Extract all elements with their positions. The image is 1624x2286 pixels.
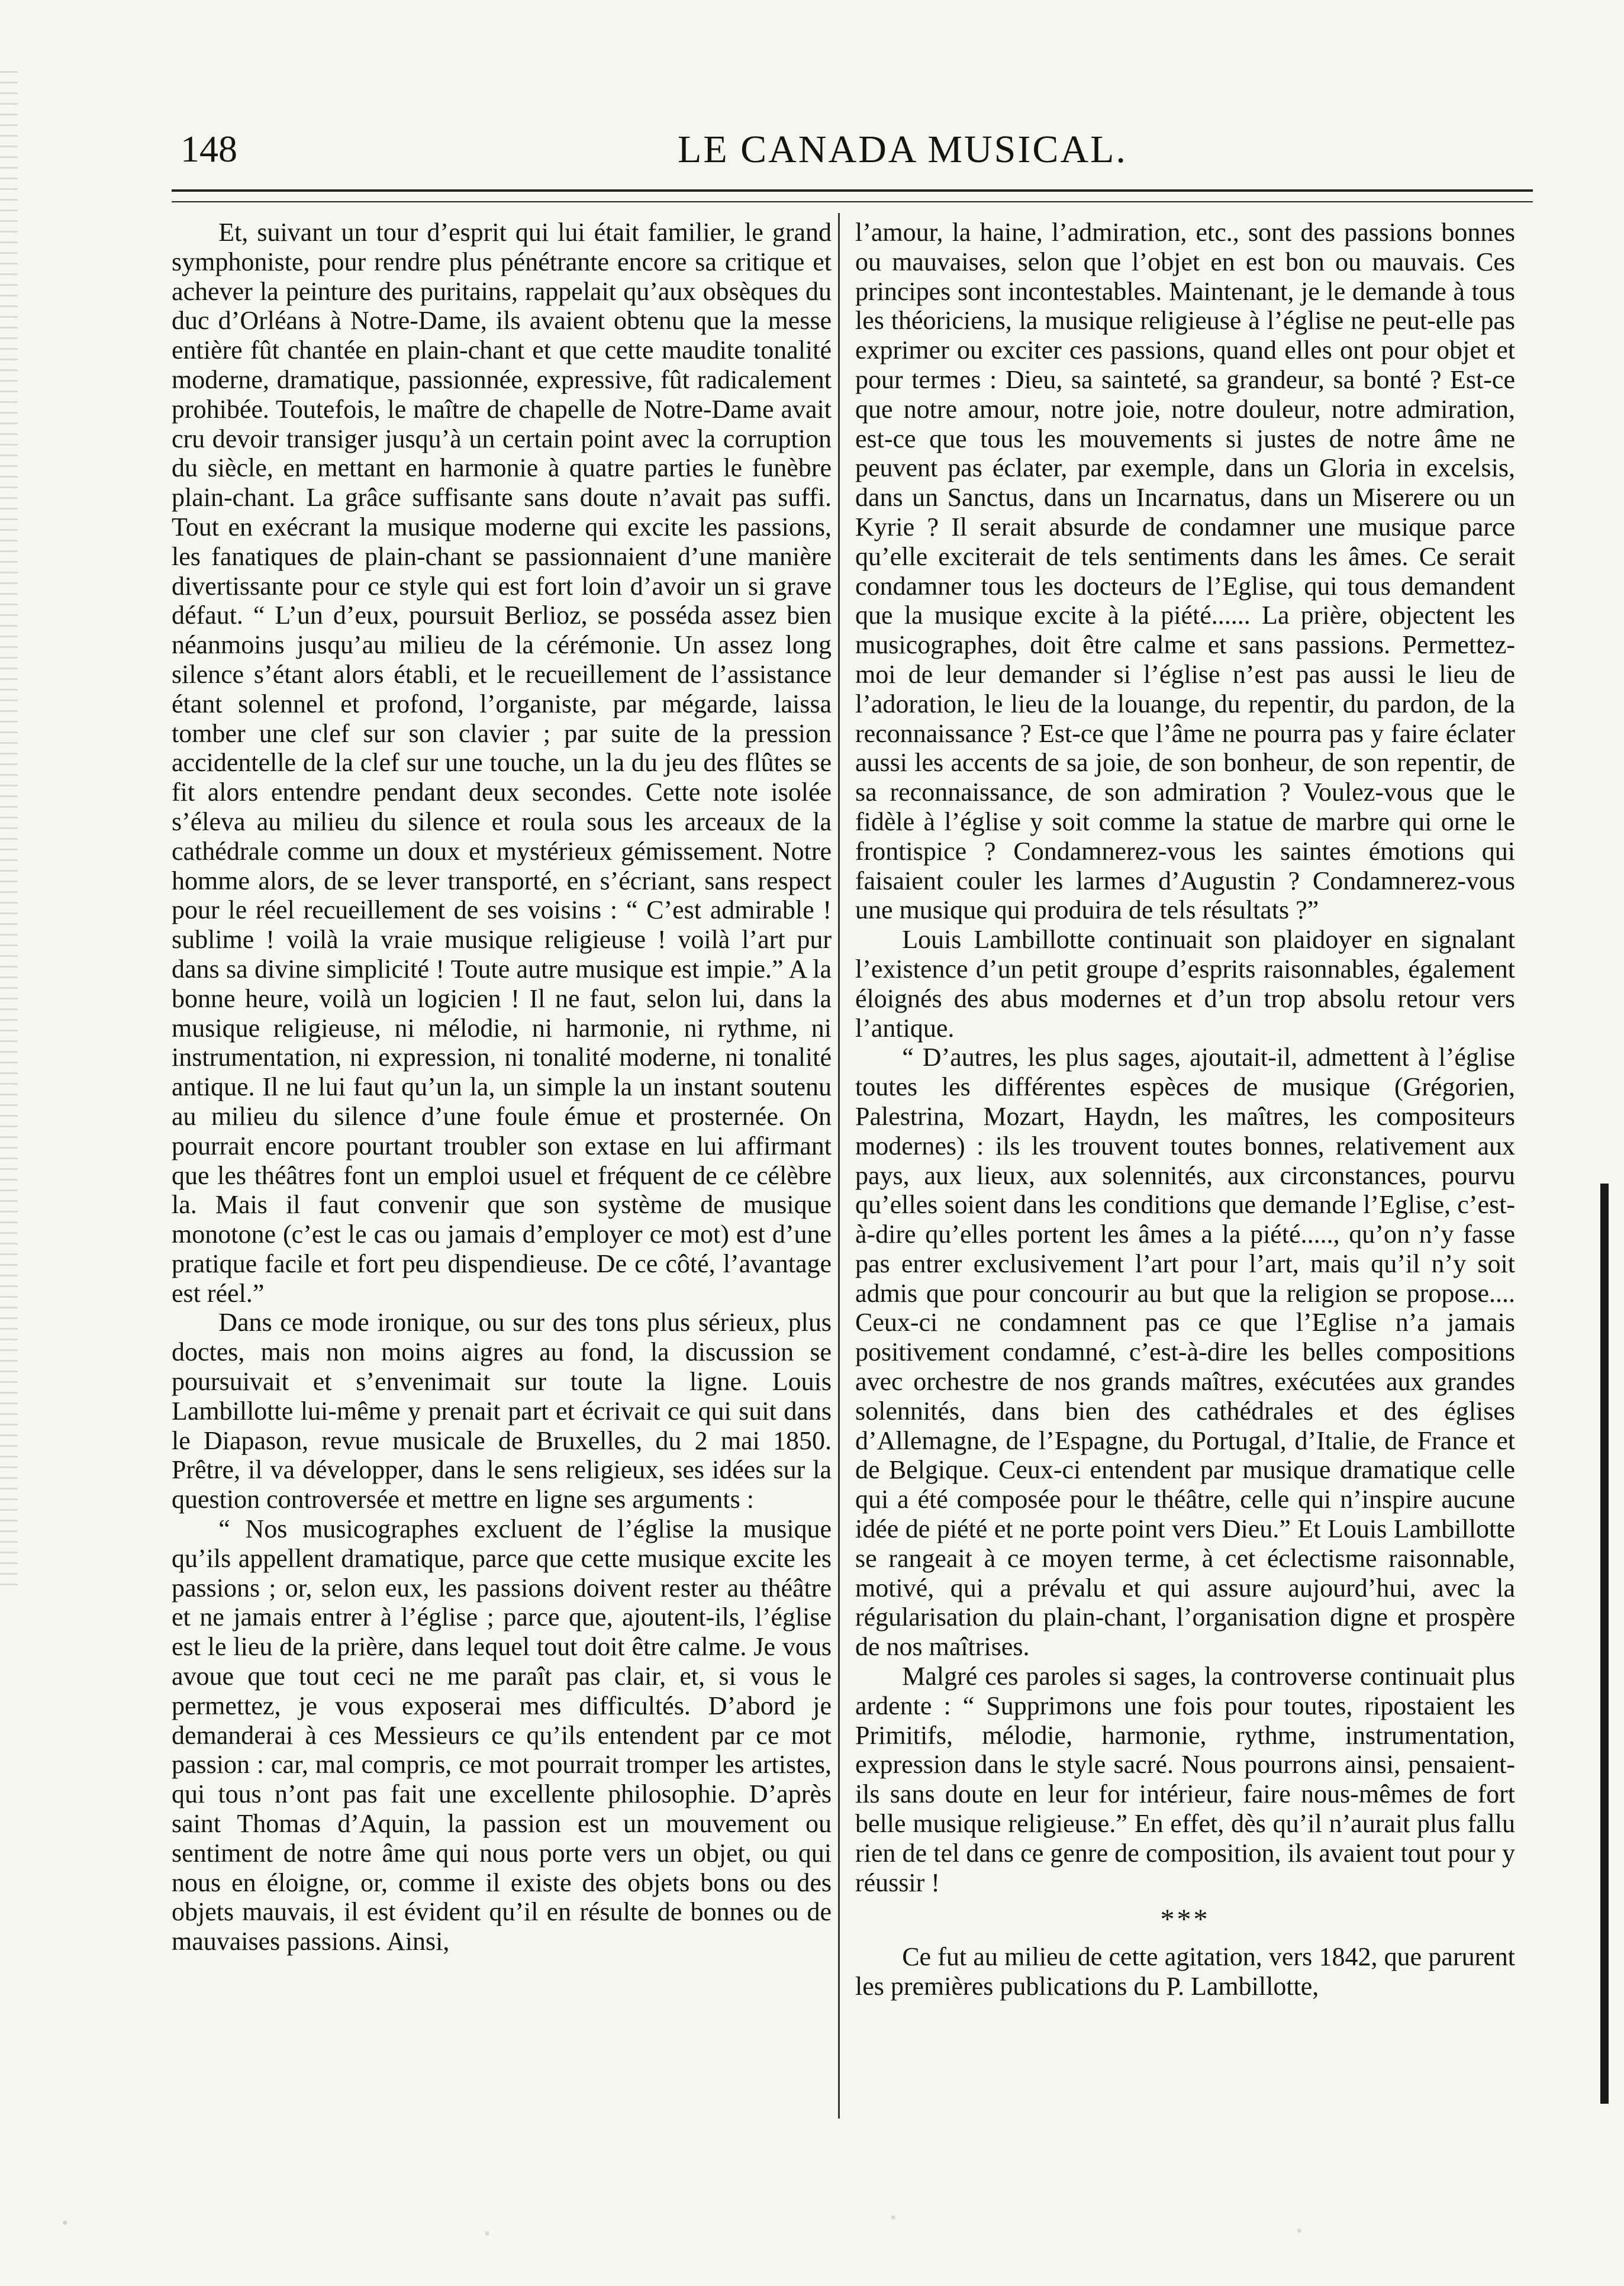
- left-column: [172, 218, 832, 1956]
- page-header: [172, 127, 1533, 183]
- page-number: 148: [181, 128, 237, 170]
- paragraph: Dans ce mode ironique, ou sur des tons plus sérieux, plus doctes, mais non moins aigres au fond, la discussion se poursuivait et s’envenimait sur toute la ligne. Louis Lambillotte lui-même y prenait part et écrivait ce qui suit dans le Diapason, revue musicale de Bruxelles, du 2 mai 1850. Prêtre, il va développer, dans le sens religieux, ses idées sur la question controversée et mettre en ligne ses arguments :: [172, 1308, 832, 1514]
- scan-edge-mark: [1600, 1184, 1609, 2104]
- paragraph: Et, suivant un tour d’esprit qui lui était familier, le grand symphoniste, pour rendre plus pénétrante encore sa critique et achever la peinture des puritains, rappelait qu’aux obsèques du duc d’Orléans à Notre-Dame, ils avaient obtenu que la messe entière fût chantée en plain-chant et que cette maudite tonalité moderne, dramatique, passionnée, expressive, fût radicalement prohibée. Toutefois, le maître de chapelle de Notre-Dame avait cru devoir transiger jusqu’à un certain point avec la corruption du siècle, en mettant en harmonie à quatre parties le funèbre plain-chant. La grâce suffisante sans doute n’avait pas suffi. Tout en exécrant la musique moderne qui excite les passions, les fanatiques de plain-chant se passionnaient d’une manière divertissante pour ce style qui est fort loin d’avoir un si grave défaut. “ L’un d’eux, poursuit Berlioz, se posséda assez bien néanmoins jusqu’au milieu de la cérémonie. Un assez long silence s’étant alors établi, et le recueillement de l’assistance étant solennel et profond, l’organiste, par mégarde, laissa tomber une clef sur son clavier ; par suite de la pression accidentelle de la clef sur une touche, un la du jeu des flûtes se fit alors entendre pendant deux secondes. Cette note isolée s’éleva au milieu du silence et roula sous les arceaux de la cathédrale comme un doux et mystérieux gémissement. Notre homme alors, de se lever transporté, en s’écriant, sans respect pour le réel recueillement de ses voisins : “ C’est admirable ! sublime ! voilà la vraie musique religieuse ! voilà l’art pur dans sa divine simplicité ! Toute autre musique est impie.” A la bonne heure, voilà un logicien ! Il ne faut, selon lui, dans la musique religieuse, ni mélodie, ni harmonie, ni rythme, ni instrumentation, ni expression, ni tonalité moderne, ni tonalité antique. Il ne lui faut qu’un la, un simple la un instant soutenu au milieu du silence d’une foule émue et prosternée. On pourrait encore pourtant troubler son extase en lui affirmant que les théâtres font un emploi usuel et fréquent de ce célèbre la. Mais il faut convenir que son système de musique monotone (c’est le cas ou jamais d’employer ce mot) est d’une pratique facile et fort peu dispendieuse. De ce côté, l’avantage est réel.”: [172, 218, 832, 1308]
- paragraph: Ce fut au milieu de cette agitation, vers 1842, que parurent les premières publications du P. Lambillotte,: [855, 1942, 1515, 2001]
- scan-margin-noise: [0, 71, 18, 1586]
- running-title: LE CANADA MUSICAL.: [678, 128, 1127, 171]
- paragraph: Louis Lambillotte continuait son plaidoyer en signalant l’existence d’un petit groupe d’esprits raisonnables, également éloignés des abus modernes et d’un trop absolu retour vers l’antique.: [855, 925, 1515, 1043]
- column-divider: [838, 213, 840, 2119]
- paragraph: “ Nos musicographes excluent de l’église la musique qu’ils appellent dramatique, parce que cette musique excite les passions ; or, selon eux, les passions doivent rester au théâtre et ne jamais entrer à l’église ; parce que, ajoutent-ils, l’église est le lieu de la prière, dans lequel tout doit être calme. Je vous avoue que tout ceci ne me paraît pas clair, et, si vous le permettez, je vous exposerai mes difficultés. D’abord je demanderai à ces Messieurs ce qu’ils entendent par ce mot passion : car, mal compris, ce mot pourrait tromper les artistes, qui tous n’ont pas fait une excellente philosophie. D’après saint Thomas d’Aquin, la passion est un mouvement ou sentiment de notre âme qui nous porte vers un objet, ou qui nous en éloigne, or, comme il existe des objets bons ou des objets mauvais, il est évident qu’il en résulte de bonnes ou de mauvaises passions. Ainsi,: [172, 1514, 832, 1956]
- asterism-divider: ***: [1160, 1904, 1210, 1936]
- paragraph: Malgré ces paroles si sages, la controverse continuait plus ardente : “ Supprimons une fois pour toutes, ripostaient les Primitifs, mélodie, harmonie, rythme, instrumentation, expression dans le style sacré. Nous pourrons ainsi, pensaient-ils sans doute en leur for intérieur, faire nous-mêmes de fort belle musique religieuse.” En effet, dès qu’il n’aurait plus fallu rien de tel dans ce genre de composition, ils avaient tout pour y réussir !: [855, 1662, 1515, 1897]
- scan-bottom-noise: [0, 2201, 1624, 2255]
- right-column: [855, 218, 1515, 2001]
- paragraph: l’amour, la haine, l’admiration, etc., sont des passions bonnes ou mauvaises, selon que l’objet en est bon ou mauvais. Ces principes sont incontestables. Maintenant, je le demande à tous les théoriciens, la musique religieuse à l’église ne peut-elle pas exprimer ou exciter ces passions, quand elles ont pour objet et pour termes : Dieu, sa sainteté, sa grandeur, sa bonté ? Est-ce que notre amour, notre joie, notre douleur, notre admiration, est-ce que tous les mouvements si justes de notre âme ne peuvent pas éclater, par exemple, dans un Gloria in excelsis, dans un Sanctus, dans un Incarnatus, dans un Miserere ou un Kyrie ? Il serait absurde de condamner une musique parce qu’elle exciterait de tels sentiments dans les âmes. Ce serait condamner tous les docteurs de l’Eglise, qui tous demandent que la musique excite à la piété...... La prière, objectent les musicographes, doit être calme et sans passions. Permettez-moi de leur demander si l’église n’est pas aussi le lieu de l’adoration, le lieu de la louange, du repentir, du pardon, de la reconnaissance ? Est-ce que l’âme ne pourra pas y faire éclater aussi les accents de sa joie, de son bonheur, de son repentir, de sa reconnaissance, de son admiration ? Voulez-vous que le fidèle à l’église y soit comme la statue de marbre qui orne le frontispice ? Condamnerez-vous les saintes émotions qui faisaient couler les larmes d’Augustin ? Condamnerez-vous une musique qui produira de tels résultats ?”: [855, 218, 1515, 925]
- paragraph: “ D’autres, les plus sages, ajoutait-il, admettent à l’église toutes les différentes espèces de musique (Grégorien, Palestrina, Mozart, Haydn, les maîtres, les compositeurs modernes) : ils les trouvent toutes bonnes, relativement aux pays, aux lieux, aux solennités, aux circonstances, pourvu qu’elles soient dans les conditions que demande l’Eglise, c’est-à-dire qu’elles portent les âmes a la piété....., qu’on n’y fasse pas entrer exclusivement l’art pour l’art, mais qu’il n’y soit admis que pour concourir au but que la religion se propose.... Ceux-ci ne condamnent pas ce que l’Eglise n’a jamais positivement condamné, c’est-à-dire les belles compositions avec orchestre de nos grands maîtres, exécutées aux grandes solennités, dans bien des cathédrales et des églises d’Allemagne, de l’Espagne, du Portugal, d’Italie, de France et de Belgique. Ceux-ci entendent par musique dramatique celle qui a été composée pour le théâtre, celle qui n’inspire aucune idée de piété et ne porte point vers Dieu.” Et Louis Lambillotte se rangeait à ce moyen terme, à cet éclectisme raisonnable, motivé, qui a prévalu et qui assure aujourd’hui, avec la régularisation du plain-chant, l’organisation digne et prospère de nos maîtrises.: [855, 1043, 1515, 1662]
- header-rule: [172, 189, 1533, 202]
